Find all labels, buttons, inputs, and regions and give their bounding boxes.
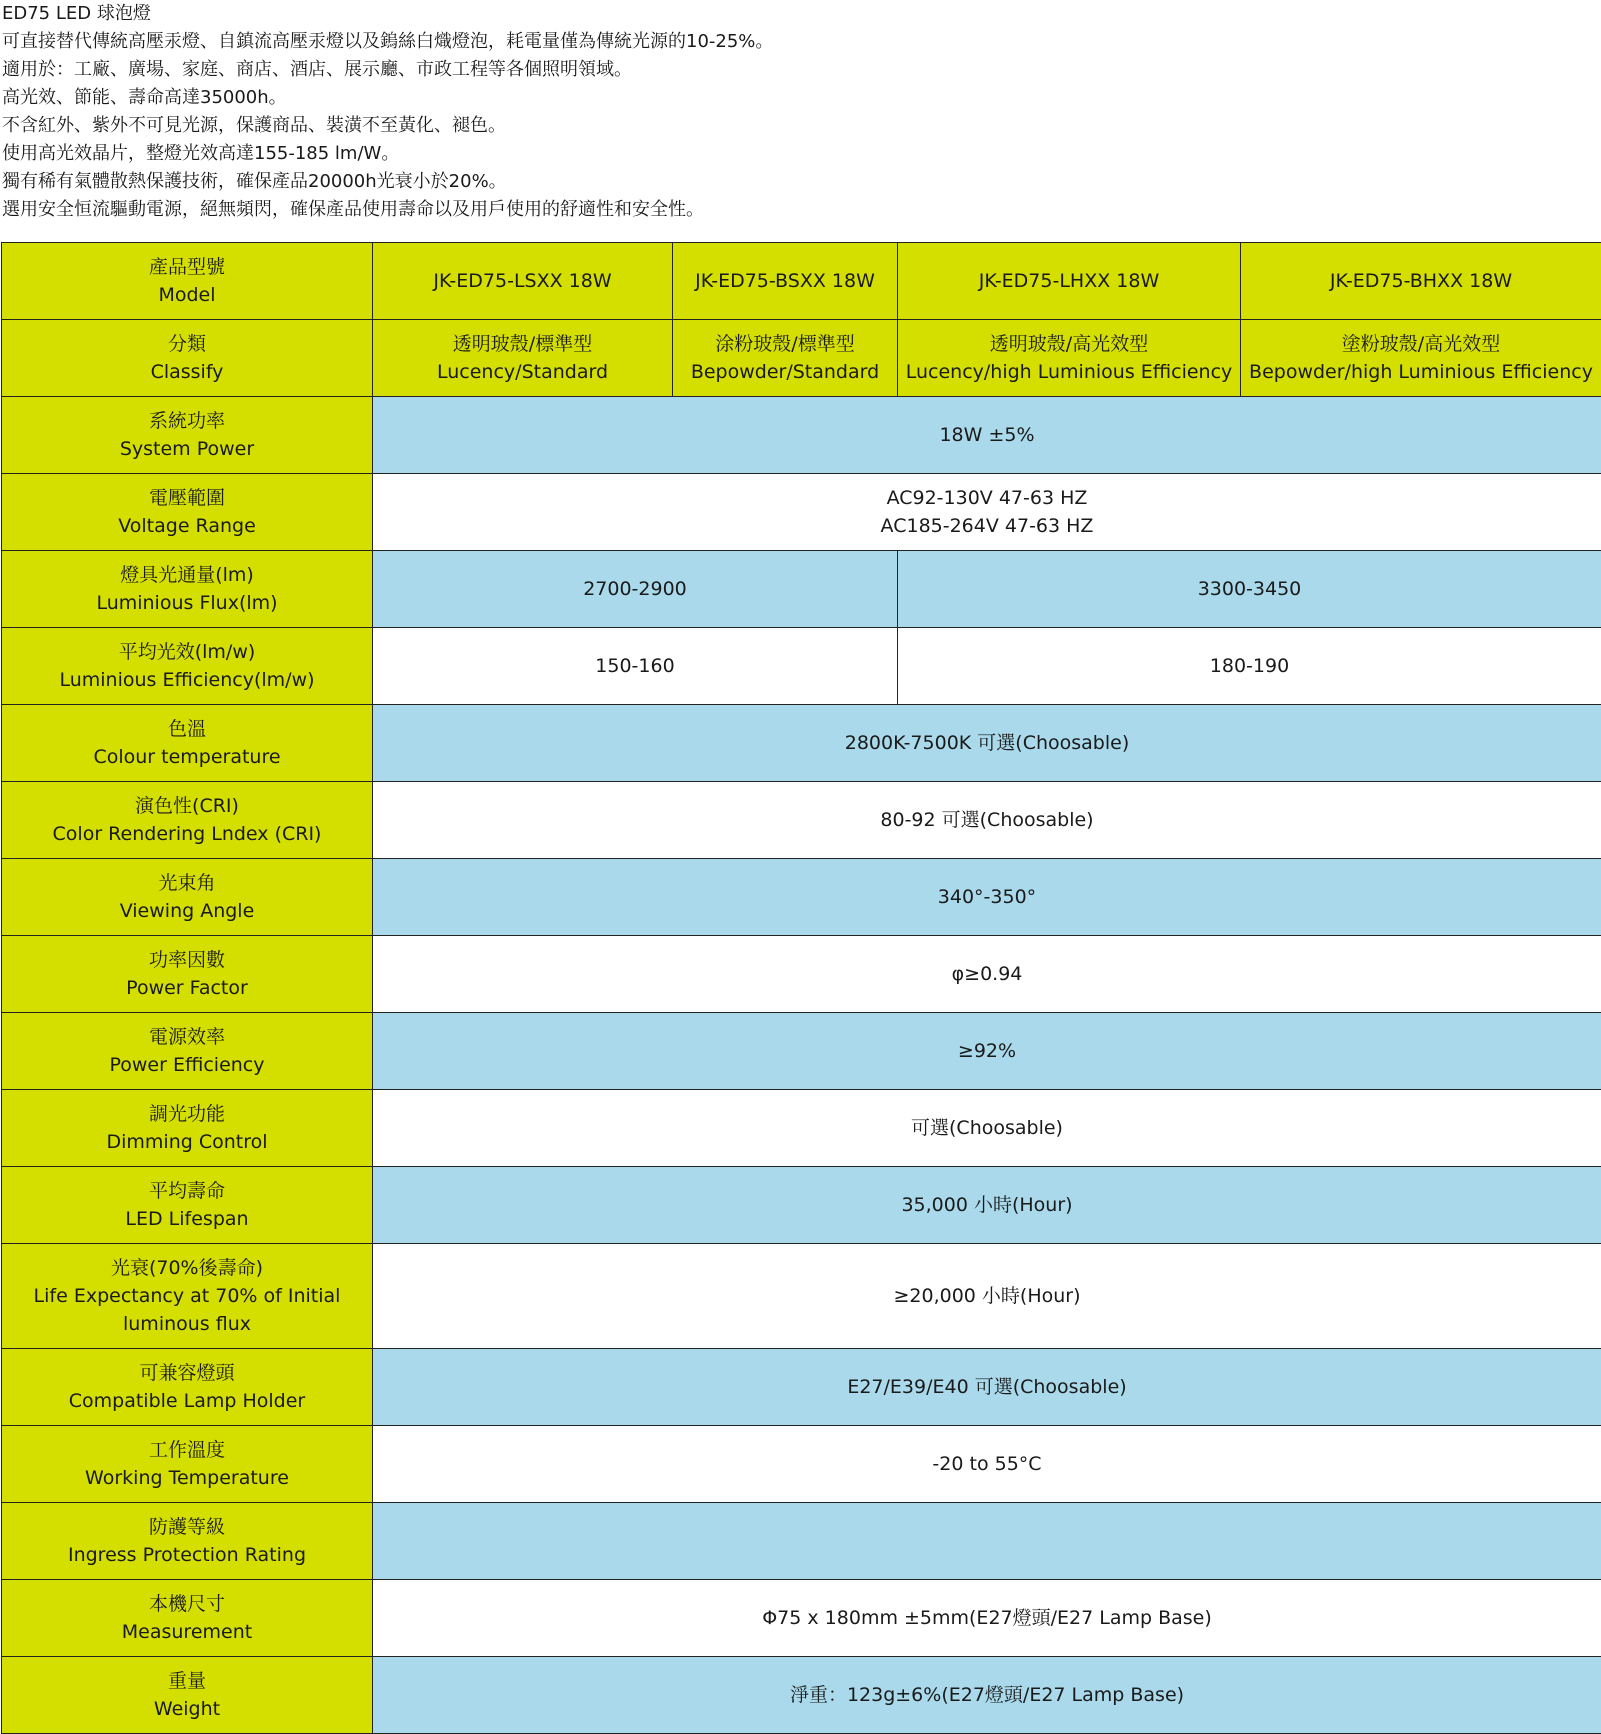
label-system-power: 系統功率 System Power bbox=[2, 397, 373, 474]
intro-line: 不含紅外、紫外不可見光源，保護商品、裝潢不至黃化、褪色。 bbox=[2, 115, 506, 136]
intro-line: 獨有稀有氣體散熱保護技術，確保產品20000h光衰小於20%。 bbox=[2, 171, 507, 192]
value-luminous-efficiency-standard: 150-160 bbox=[373, 628, 898, 705]
row-system-power bbox=[2, 397, 1601, 474]
row-classify bbox=[2, 320, 1601, 397]
label-viewing-angle: 光束角 Viewing Angle bbox=[2, 859, 373, 936]
intro-line: 適用於：工廠、廣場、家庭、商店、酒店、展示廳、市政工程等各個照明領域。 bbox=[2, 59, 632, 80]
label-weight: 重量 Weight bbox=[2, 1657, 373, 1734]
intro-line: 使用高光效晶片，整燈光效高達155-185 lm/W。 bbox=[2, 143, 400, 164]
model-cell: JK-ED75-LHXX 18W bbox=[898, 243, 1241, 320]
value-voltage-range: AC92-130V 47-63 HZ AC185-264V 47-63 HZ bbox=[373, 474, 1601, 551]
intro-line: 高光效、節能、壽命高達35000h。 bbox=[2, 87, 287, 108]
label-cri: 演色性(CRI) Color Rendering Lndex (CRI) bbox=[2, 782, 373, 859]
label-lifespan: 平均壽命 LED Lifespan bbox=[2, 1167, 373, 1244]
label-luminous-flux: 燈具光通量(lm) Luminious Flux(lm) bbox=[2, 551, 373, 628]
classify-cell: 透明玻殼/高光效型 Lucency/high Luminious Efficiency bbox=[898, 320, 1241, 397]
row-lamp-holder bbox=[2, 1349, 1601, 1426]
label-classify: 分類 Classify bbox=[2, 320, 373, 397]
value-luminous-flux-high: 3300-3450 bbox=[898, 551, 1601, 628]
row-model bbox=[2, 243, 1601, 320]
classify-cell: 涂粉玻殼/標準型 Bepowder/Standard bbox=[673, 320, 898, 397]
intro-line: 可直接替代傳統高壓汞燈、自鎮流高壓汞燈以及鎢絲白熾燈泡，耗電量僅為傳統光源的10-25%。 bbox=[2, 31, 774, 52]
row-power-efficiency bbox=[2, 1013, 1601, 1090]
row-cri bbox=[2, 782, 1601, 859]
model-cell: JK-ED75-BSXX 18W bbox=[673, 243, 898, 320]
value-luminous-flux-standard: 2700-2900 bbox=[373, 551, 898, 628]
value-dimming-control: 可選(Choosable) bbox=[373, 1090, 1601, 1167]
value-cri: 80-92 可選(Choosable) bbox=[373, 782, 1601, 859]
label-power-factor: 功率因數 Power Factor bbox=[2, 936, 373, 1013]
row-colour-temperature bbox=[2, 705, 1601, 782]
row-viewing-angle bbox=[2, 859, 1601, 936]
row-ip-rating bbox=[2, 1503, 1601, 1580]
value-lifespan: 35,000 小時(Hour) bbox=[373, 1167, 1601, 1244]
value-luminous-efficiency-high: 180-190 bbox=[898, 628, 1601, 705]
model-cell: JK-ED75-BHXX 18W bbox=[1241, 243, 1601, 320]
spec-table bbox=[1, 242, 1601, 1734]
row-measurement bbox=[2, 1580, 1601, 1657]
row-voltage-range bbox=[2, 474, 1601, 551]
label-life-expectancy: 光衰(70%後壽命) Life Expectancy at 70% of Initial luminous flux bbox=[2, 1244, 373, 1349]
label-power-efficiency: 電源效率 Power Efficiency bbox=[2, 1013, 373, 1090]
row-lifespan bbox=[2, 1167, 1601, 1244]
label-luminous-efficiency: 平均光效(lm/w) Luminious Efficiency(lm/w) bbox=[2, 628, 373, 705]
product-title: ED75 LED 球泡燈 bbox=[2, 3, 151, 24]
value-power-factor: φ≥0.94 bbox=[373, 936, 1601, 1013]
value-ip-rating bbox=[373, 1503, 1601, 1580]
row-luminous-efficiency bbox=[2, 628, 1601, 705]
value-viewing-angle: 340°-350° bbox=[373, 859, 1601, 936]
label-working-temperature: 工作溫度 Working Temperature bbox=[2, 1426, 373, 1503]
label-measurement: 本機尺寸 Measurement bbox=[2, 1580, 373, 1657]
row-power-factor bbox=[2, 936, 1601, 1013]
value-working-temperature: -20 to 55°C bbox=[373, 1426, 1601, 1503]
value-system-power: 18W ±5% bbox=[373, 397, 1601, 474]
value-power-efficiency: ≥92% bbox=[373, 1013, 1601, 1090]
label-colour-temperature: 色溫 Colour temperature bbox=[2, 705, 373, 782]
row-luminous-flux bbox=[2, 551, 1601, 628]
label-dimming-control: 調光功能 Dimming Control bbox=[2, 1090, 373, 1167]
label-voltage-range: 電壓範圍 Voltage Range bbox=[2, 474, 373, 551]
value-life-expectancy: ≥20,000 小時(Hour) bbox=[373, 1244, 1601, 1349]
value-weight: 淨重：123g±6%(E27燈頭/E27 Lamp Base) bbox=[373, 1657, 1601, 1734]
row-weight bbox=[2, 1657, 1601, 1734]
label-lamp-holder: 可兼容燈頭 Compatible Lamp Holder bbox=[2, 1349, 373, 1426]
row-life-expectancy bbox=[2, 1244, 1601, 1349]
value-measurement: Φ75 x 180mm ±5mm(E27燈頭/E27 Lamp Base) bbox=[373, 1580, 1601, 1657]
value-lamp-holder: E27/E39/E40 可選(Choosable) bbox=[373, 1349, 1601, 1426]
value-colour-temperature: 2800K-7500K 可選(Choosable) bbox=[373, 705, 1601, 782]
row-working-temperature bbox=[2, 1426, 1601, 1503]
row-dimming-control bbox=[2, 1090, 1601, 1167]
intro-text bbox=[0, 0, 1601, 224]
label-model: 產品型號 Model bbox=[2, 243, 373, 320]
model-cell: JK-ED75-LSXX 18W bbox=[373, 243, 673, 320]
classify-cell: 透明玻殼/標準型 Lucency/Standard bbox=[373, 320, 673, 397]
label-ip-rating: 防護等級 Ingress Protection Rating bbox=[2, 1503, 373, 1580]
classify-cell: 塗粉玻殼/高光效型 Bepowder/high Luminious Efficiency bbox=[1241, 320, 1601, 397]
intro-line: 選用安全恒流驅動電源，絕無頻閃，確保產品使用壽命以及用戶使用的舒適性和安全性。 bbox=[2, 199, 704, 220]
